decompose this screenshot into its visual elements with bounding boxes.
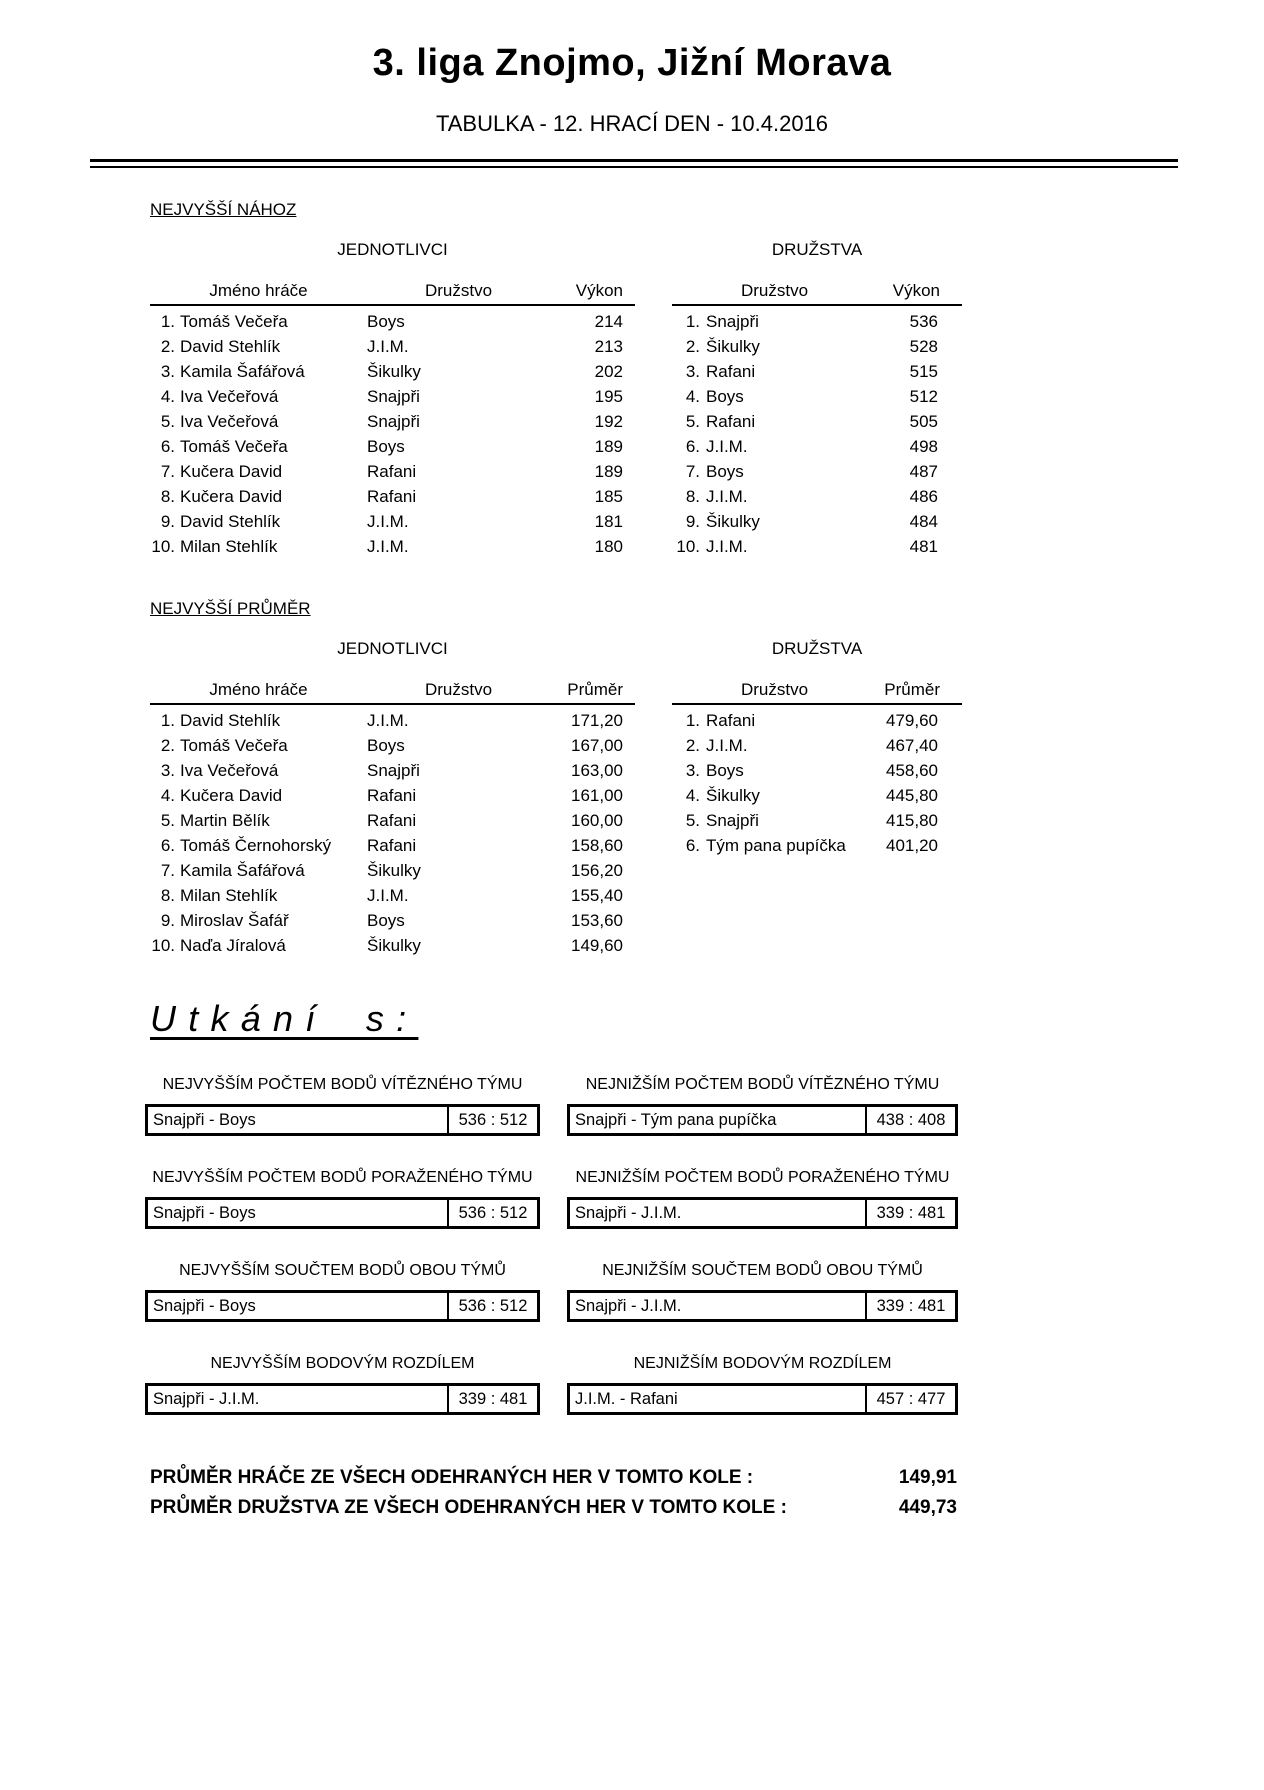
summary-label: PRŮMĚR HRÁČE ZE VŠECH ODEHRANÝCH HER V TOMTO KOLE : [150,1467,754,1488]
value-cell: 185 [594,487,623,506]
rank-cell: 5. [685,811,700,830]
team-cell: Boys [706,761,744,780]
table-row [150,858,635,883]
value-cell: 149,60 [571,936,623,955]
table-row [150,359,635,384]
group-title-individuals: JEDNOTLIVCI [337,639,448,658]
double-rule [90,159,1178,168]
table-row [672,484,962,509]
player-name-cell: Martin Bělík [180,811,270,830]
team-cell: J.I.M. [367,886,409,905]
column-header-value: Průměr [884,680,940,699]
page-subtitle: TABULKA - 12. HRACÍ DEN - 10.4.2016 [435,111,829,136]
teams-rows [672,708,962,858]
match-box [567,1197,958,1229]
table-row [150,883,635,908]
player-name-cell: Kučera David [180,786,283,805]
player-name-cell: Kamila Šafářová [180,362,305,381]
match-item [145,1169,540,1229]
rank-cell: 3. [685,761,700,780]
rank-cell: 2. [160,736,175,755]
team-cell: J.I.M. [367,337,409,356]
team-cell: Rafani [706,362,756,381]
table-row [672,384,962,409]
table-row [150,434,635,459]
table-row [150,509,635,534]
tables-row [150,639,1264,958]
value-cell: 158,60 [571,836,623,855]
table-row [672,409,962,434]
individuals-table [150,639,635,958]
player-name-cell: Tomáš Černohorský [180,836,332,855]
team-cell: Tým pana pupíčka [706,836,846,855]
player-name-cell: Kamila Šafářová [180,861,305,880]
column-header-value: Výkon [892,281,940,300]
rank-cell: 10. [151,537,175,556]
table-row [150,459,635,484]
rank-cell: 9. [685,512,700,531]
value-cell: 189 [594,437,623,456]
table-row [672,509,962,534]
match-label: NEJNIŽŠÍM SOUČTEM BODŮ OBOU TÝMŮ [602,1262,923,1279]
individuals-rows [150,309,635,559]
value-cell: 213 [594,337,623,356]
match-item [567,1355,958,1415]
table-row [672,359,962,384]
column-header-team: Družstvo [740,281,809,300]
match-pair-text: Snajpři - Tým pana pupíčka [575,1110,777,1129]
section-highest-throw [150,200,1264,559]
team-cell: J.I.M. [367,512,409,531]
summary-value: 449,73 [898,1497,957,1518]
value-cell: 536 [909,312,938,331]
table-row [150,908,635,933]
match-item [567,1076,958,1136]
summary-label: PRŮMĚR DRUŽSTVA ZE VŠECH ODEHRANÝCH HER V TOMTO KOLE : [150,1497,787,1518]
rank-cell: 8. [160,886,175,905]
match-pair-text: Snajpři - J.I.M. [153,1389,260,1408]
team-cell: J.I.M. [367,537,409,556]
matches-heading: Utkání s: [150,998,419,1039]
column-header-player-name: Jméno hráče [209,680,308,699]
table-header-row [672,680,962,705]
table-row [672,434,962,459]
match-label: NEJNIŽŠÍM POČTEM BODŮ VÍTĚZNÉHO TÝMU [585,1076,940,1093]
team-cell: Šikulky [706,512,760,531]
team-cell: Rafani [367,836,417,855]
player-name-cell: Naďa Jíralová [180,936,286,955]
match-label: NEJVYŠŠÍM BODOVÝM ROZDÍLEM [210,1355,475,1372]
match-item [567,1262,958,1322]
rank-cell: 4. [160,786,175,805]
value-cell: 415,80 [886,811,938,830]
player-name-cell: David Stehlík [180,337,281,356]
table-row [150,534,635,559]
team-cell: J.I.M. [706,736,748,755]
match-score: 339 : 481 [865,1293,955,1319]
rank-cell: 9. [160,512,175,531]
rank-cell: 4. [685,387,700,406]
player-name-cell: David Stehlík [180,711,281,730]
rank-cell: 4. [685,786,700,805]
match-score: 536 : 512 [447,1200,537,1226]
rank-cell: 8. [160,487,175,506]
rank-cell: 2. [685,337,700,356]
column-header-player-name: Jméno hráče [209,281,308,300]
rank-cell: 1. [685,312,700,331]
match-pair-text: Snajpři - Boys [153,1296,256,1315]
rank-cell: 1. [160,312,175,331]
value-cell: 153,60 [571,911,623,930]
value-cell: 445,80 [886,786,938,805]
player-name-cell: Iva Večeřová [180,761,279,780]
team-cell: Boys [367,437,405,456]
table-row [672,808,962,833]
match-pair-text: Snajpři - J.I.M. [575,1203,682,1222]
match-label: NEJNIŽŠÍM POČTEM BODŮ PORAŽENÉHO TÝMU [575,1169,950,1186]
rank-cell: 5. [160,412,175,431]
value-cell: 214 [594,312,623,331]
value-cell: 171,20 [571,711,623,730]
match-box [567,1290,958,1322]
match-label: NEJVYŠŠÍM POČTEM BODŮ PORAŽENÉHO TÝMU [152,1169,533,1186]
value-cell: 481 [909,537,938,556]
table-row [150,758,635,783]
section-heading: NEJVYŠŠÍ PRŮMĚR [150,599,311,618]
player-name-cell: Tomáš Večeřa [180,312,288,331]
summary-row-team-average [150,1493,957,1523]
rank-cell: 6. [685,437,700,456]
team-cell: Snajpři [367,412,420,431]
value-cell: 528 [909,337,938,356]
rank-cell: 10. [676,537,700,556]
table-row [150,933,635,958]
team-cell: Rafani [367,487,417,506]
team-cell: Šikulky [367,362,421,381]
match-pair-text: J.I.M. - Rafani [575,1389,678,1408]
match-box [145,1104,540,1136]
player-name-cell: Milan Stehlík [180,537,278,556]
team-cell: Šikulky [706,786,760,805]
match-box [567,1383,958,1415]
value-cell: 163,00 [571,761,623,780]
team-cell: Rafani [367,811,417,830]
team-cell: Šikulky [367,936,421,955]
teams-table [672,639,962,958]
column-header-value: Výkon [575,281,623,300]
group-title-teams: DRUŽSTVA [771,639,863,658]
player-name-cell: David Stehlík [180,512,281,531]
rank-cell: 5. [685,412,700,431]
match-item [145,1355,540,1415]
match-score: 438 : 408 [865,1107,955,1133]
team-cell: Rafani [367,786,417,805]
table-row [672,733,962,758]
table-row [672,833,962,858]
section-matches [150,998,1264,1415]
value-cell: 515 [909,362,938,381]
team-cell: Rafani [706,412,756,431]
match-item [145,1262,540,1322]
team-cell: Rafani [367,462,417,481]
value-cell: 505 [909,412,938,431]
match-box [567,1104,958,1136]
table-row [672,334,962,359]
rank-cell: 6. [685,836,700,855]
team-cell: Snajpři [367,761,420,780]
team-cell: Boys [367,312,405,331]
value-cell: 467,40 [886,736,938,755]
team-cell: Šikulky [706,337,760,356]
match-label: NEJVYŠŠÍM SOUČTEM BODŮ OBOU TÝMŮ [179,1262,506,1279]
value-cell: 498 [909,437,938,456]
teams-rows [672,309,962,559]
match-pair-text: Snajpři - Boys [153,1203,256,1222]
rank-cell: 1. [160,711,175,730]
match-score: 536 : 512 [447,1107,537,1133]
match-item [567,1169,958,1229]
table-row [150,409,635,434]
team-cell: Boys [706,462,744,481]
tables-row [150,240,1264,559]
rank-cell: 7. [685,462,700,481]
value-cell: 458,60 [886,761,938,780]
table-row [150,309,635,334]
value-cell: 401,20 [886,836,938,855]
match-box [145,1383,540,1415]
match-box [145,1197,540,1229]
table-header-row [150,680,635,705]
table-row [672,309,962,334]
player-name-cell: Milan Stehlík [180,886,278,905]
section-highest-average [150,599,1264,958]
match-score: 457 : 477 [865,1386,955,1412]
team-cell: Boys [706,387,744,406]
match-label: NEJVYŠŠÍM POČTEM BODŮ VÍTĚZNÉHO TÝMU [162,1076,523,1093]
report-content [150,200,1264,1523]
player-name-cell: Tomáš Večeřa [180,736,288,755]
table-row [150,833,635,858]
match-box [145,1290,540,1322]
rank-cell: 3. [160,761,175,780]
value-cell: 487 [909,462,938,481]
section-heading: NEJVYŠŠÍ NÁHOZ [150,200,297,219]
value-cell: 512 [909,387,938,406]
match-pair-text: Snajpři - Boys [153,1110,256,1129]
rank-cell: 7. [160,462,175,481]
page-title: 3. liga Znojmo, Jižní Morava [372,42,892,84]
value-cell: 160,00 [571,811,623,830]
match-score: 339 : 481 [447,1386,537,1412]
rank-cell: 3. [160,362,175,381]
team-cell: J.I.M. [706,437,748,456]
table-row [672,459,962,484]
value-cell: 156,20 [571,861,623,880]
value-cell: 161,00 [571,786,623,805]
value-cell: 202 [594,362,623,381]
value-cell: 155,40 [571,886,623,905]
summary-row-player-average [150,1463,957,1493]
group-title-individuals: JEDNOTLIVCI [337,240,448,259]
rank-cell: 2. [160,337,175,356]
individuals-table [150,240,635,559]
group-title-teams: DRUŽSTVA [771,240,863,259]
table-row [672,758,962,783]
table-row [672,534,962,559]
table-header-row [150,281,635,306]
rank-cell: 9. [160,911,175,930]
rank-cell: 8. [685,487,700,506]
match-score: 536 : 512 [447,1293,537,1319]
table-row [150,484,635,509]
value-cell: 484 [909,512,938,531]
value-cell: 486 [909,487,938,506]
value-cell: 167,00 [571,736,623,755]
team-cell: J.I.M. [706,487,748,506]
rank-cell: 7. [160,861,175,880]
team-cell: Snajpři [367,387,420,406]
player-name-cell: Iva Večeřová [180,412,279,431]
individuals-rows [150,708,635,958]
table-row [150,783,635,808]
column-header-team: Družstvo [424,680,493,699]
rank-cell: 3. [685,362,700,381]
team-cell: Snajpři [706,312,759,331]
column-header-team: Družstvo [424,281,493,300]
team-cell: Boys [367,736,405,755]
column-header-value: Průměr [567,680,623,699]
rank-cell: 4. [160,387,175,406]
rank-cell: 2. [685,736,700,755]
rank-cell: 6. [160,437,175,456]
table-row [150,808,635,833]
matches-grid [145,1076,1264,1415]
rank-cell: 6. [160,836,175,855]
team-cell: J.I.M. [706,537,748,556]
rank-cell: 10. [151,936,175,955]
value-cell: 180 [594,537,623,556]
table-header-row [672,281,962,306]
team-cell: Snajpři [706,811,759,830]
summary-value: 149,91 [898,1467,957,1488]
teams-table [672,240,962,559]
column-header-team: Družstvo [740,680,809,699]
team-cell: Boys [367,911,405,930]
match-label: NEJNIŽŠÍM BODOVÝM ROZDÍLEM [633,1355,892,1372]
table-row [150,334,635,359]
team-cell: Rafani [706,711,756,730]
match-item [145,1076,540,1136]
team-cell: J.I.M. [367,711,409,730]
player-name-cell: Tomáš Večeřa [180,437,288,456]
match-pair-text: Snajpři - J.I.M. [575,1296,682,1315]
value-cell: 189 [594,462,623,481]
table-row [150,733,635,758]
value-cell: 479,60 [886,711,938,730]
player-name-cell: Kučera David [180,462,283,481]
rank-cell: 5. [160,811,175,830]
table-row [672,708,962,733]
table-row [672,783,962,808]
player-name-cell: Miroslav Šafář [180,911,289,930]
player-name-cell: Kučera David [180,487,283,506]
player-name-cell: Iva Večeřová [180,387,279,406]
round-summary [150,1463,957,1523]
value-cell: 195 [594,387,623,406]
team-cell: Šikulky [367,861,421,880]
value-cell: 181 [594,512,623,531]
rank-cell: 1. [685,711,700,730]
match-score: 339 : 481 [865,1200,955,1226]
table-row [150,708,635,733]
value-cell: 192 [594,412,623,431]
table-row [150,384,635,409]
